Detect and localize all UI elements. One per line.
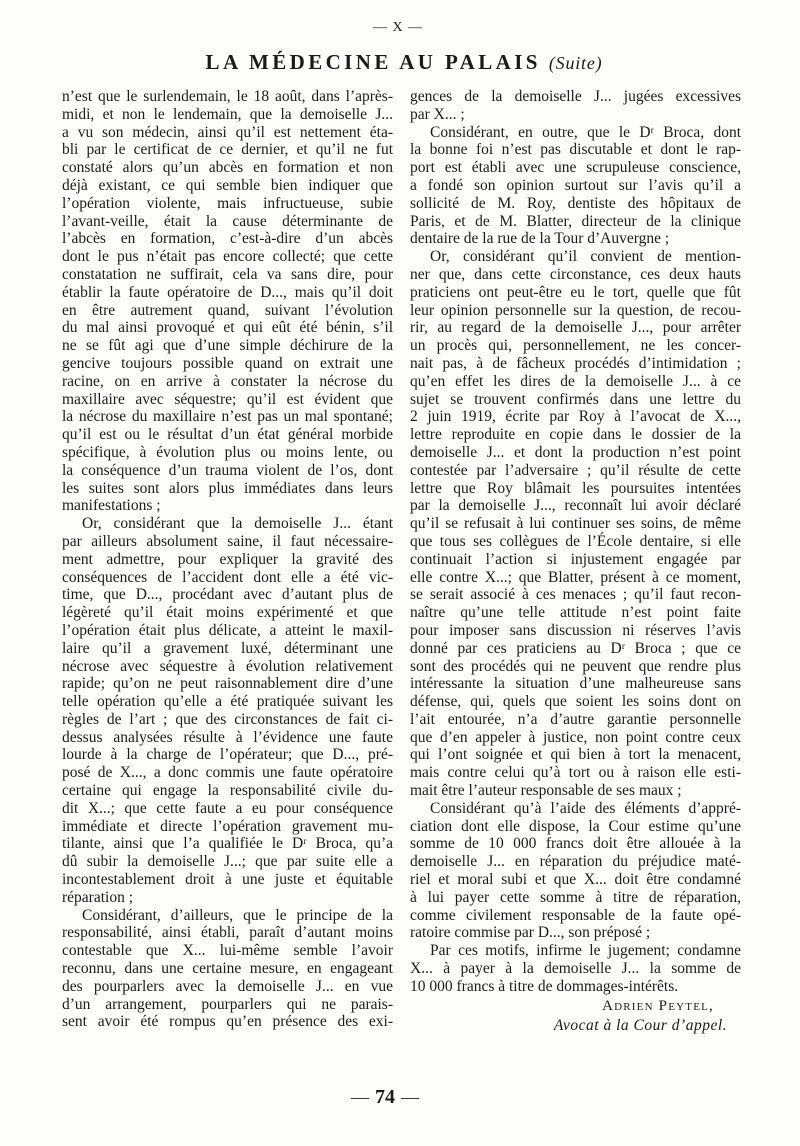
text-line: tilante, ainsi que l’a qualifiée le Dʳ Broca, qu’a (62, 835, 393, 853)
left-column-text (62, 88, 393, 1031)
text-line: posé de X..., a donc commis une faute opératoire (62, 764, 393, 782)
text-line: ner que, dans cette circonstance, ces deux hauts (410, 265, 741, 283)
text-line: sujet se trouvent confirmés dans une lettre du (410, 390, 741, 408)
text-line: naître qu’une telle attitude n’est point faite (410, 604, 741, 622)
text-line: Paris, et de M. Blatter, directeur de la clinique (410, 212, 741, 230)
text-line: ne se fût agi que d’une simple déchirure de la (62, 337, 393, 355)
text-line: dessus analysées résulte à l’évidence une faute (62, 728, 393, 746)
text-line: sont des procédés qui ne peuvent que rendre plus (410, 657, 741, 675)
text-line: certaine qui engage la responsabilité civile du- (62, 782, 393, 800)
text-line: nécrose avec séquestre à évolution relativement (62, 657, 393, 675)
text-line: demoiselle J... en réparation du préjudice maté- (410, 853, 741, 871)
text-line: qu’en effet les dires de la demoiselle J... à ce (410, 372, 741, 390)
text-line: spécifique, à évolution plus ou moins lente, ou (62, 443, 393, 461)
text-line: demoiselle J... et dont la production n’est point (410, 443, 741, 461)
text-line: la nécrose du maxillaire n’est pas un mal spontané; (62, 408, 393, 426)
paragraph (410, 124, 741, 249)
text-line: maxillaire avec séquestre; qu’il est évident que (62, 390, 393, 408)
text-line: ratoire commise par D..., son préposé ; (410, 924, 651, 942)
signature (410, 996, 741, 1036)
text-line: mais contre celui qu’à tort ou à raison elle esti- (410, 764, 741, 782)
text-line: du mal ainsi provoqué et qui eût été bénin, s’il (62, 319, 393, 337)
page-number-dash-right: — (401, 1087, 419, 1107)
text-line: ment admettre, pour expliquer la gravité des (62, 550, 393, 568)
text-line: les suites sont alors plus immédiates dans leurs (62, 479, 393, 497)
text-line: continuait l’action si injustement engagée par (410, 550, 741, 568)
text-line: déjà existant, ce qui semble bien indiquer que (62, 176, 393, 194)
right-column (410, 88, 741, 1036)
text-line: qu’il se refusait à lui continuer ses soins, de même (410, 515, 741, 533)
left-column (62, 88, 393, 1031)
text-line: racine, on en arrive à constater la nécrose du (62, 372, 393, 390)
text-line: incontestablement droit à une juste et équitable (62, 871, 393, 889)
text-line: immédiate et directe l’opération gravement mu- (62, 817, 393, 835)
text-line: reconnu, dans une certaine mesure, en engageant (62, 960, 393, 978)
text-line: X... à payer à la demoiselle J... la somme de (410, 960, 741, 978)
text-line: gencive toujours possible quand on extrait une (62, 354, 393, 372)
text-line: légèreté qu’il était moins expérimenté et que (62, 604, 393, 622)
text-line: intéressante la situation d’une malheureuse sans (410, 675, 741, 693)
right-column-text (410, 88, 741, 996)
signature-name: Adrien Peytel, (602, 997, 714, 1014)
page-number (0, 1086, 770, 1110)
text-line: réparation ; (62, 888, 134, 906)
page-number-value: 74 (375, 1086, 395, 1108)
text-line: un procès qui, personnellement, ne les concer- (410, 337, 741, 355)
text-line: dit X...; que cette faute a eu pour conséquence (62, 799, 393, 817)
text-line: Or, considérant qu’il convient de mention- (430, 248, 741, 266)
text-line: établir la faute opératoire de D..., mais qu’il doit (62, 283, 393, 301)
paragraph (410, 248, 741, 800)
text-line: à lui payer cette somme à titre de réparation, (410, 888, 741, 906)
text-line: port est établi avec une scrupuleuse conscience, (410, 159, 741, 177)
text-line: par ailleurs absolument saine, il faut nécessaire- (62, 532, 393, 550)
text-line: des pourparlers avec la demoiselle J... en vue (62, 977, 393, 995)
text-line: 10 000 francs à titre de dommages-intérêts. (410, 977, 679, 995)
article-title-main: LA MÉDECINE AU PALAIS (205, 50, 541, 74)
text-line: se serait associé à ces menaces ; qu’il faut recon- (410, 586, 741, 604)
text-line: dont le pus n’était pas encore collecté; que cette (62, 248, 393, 266)
text-line: contestable que X... lui-même semble l’avoir (62, 942, 393, 960)
text-line: dentaire de la rue de la Tour d’Auvergne ; (410, 230, 670, 248)
paragraph (62, 515, 393, 907)
text-line: conséquences de l’accident dont elle a été vic- (62, 568, 393, 586)
text-line: l’ait entourée, n’a d’autre garantie personnelle (410, 710, 741, 728)
text-line: rir, au regard de la demoiselle J..., pour arrêter (410, 319, 741, 337)
text-line: Or, considérant que la demoiselle J... étant (82, 515, 393, 533)
text-line: lourde à la charge de l’opérateur; que D..., pré- (62, 746, 393, 764)
text-line: a fondé son opinion surtout sur l’avis qu’il a (410, 176, 741, 194)
text-line: qui l’ont soignée et qui bien à tort la menacent, (410, 746, 741, 764)
text-line: a vu son médecin, ainsi qu’il est nettement éta- (62, 123, 393, 141)
text-line: gences de la demoiselle J... jugées excessives (410, 88, 741, 105)
text-line: donné par ces praticiens au Dʳ Broca ; que ce (410, 639, 741, 657)
text-line: elle contre X...; que Blatter, présent à ce moment, (410, 568, 741, 586)
page-number-dash-left: — (351, 1087, 369, 1107)
text-line: praticiens ont peut-être eu le tort, quelle que fût (410, 283, 741, 301)
text-line: l’opération violente, mais infructueuse, subie (62, 194, 393, 212)
text-line: pour imposer sans discussion ni réserves l’avis (410, 621, 741, 639)
paragraph (62, 88, 393, 515)
text-line: comme civilement responsable de la faute opé- (410, 906, 741, 924)
text-line: Par ces motifs, infirme le jugement; condamne (430, 942, 741, 960)
text-line: leur opinion personnelle sur la question, de recou- (410, 301, 741, 319)
text-line: n’est que le surlendemain, le 18 août, dans l’après- (62, 88, 393, 105)
text-line: dû subir la demoiselle J...; que par suite elle a (62, 853, 393, 871)
text-line: lettre que Roy blâmait les poursuites intentées (410, 479, 741, 497)
text-line: sent avoir été rompus qu’en présence des exi- (62, 1013, 393, 1031)
text-line: la conséquence d’un trauma violent de l’os, dont (62, 461, 393, 479)
text-line: que tous ses collègues de l’École dentaire, si elle (410, 532, 741, 550)
section-marker: — X — (372, 20, 424, 35)
text-line: contestée par l’adversaire ; qu’il résulte de cette (410, 461, 741, 479)
text-line: nait pas, à de fâcheux procédés d’intimidation ; (410, 354, 741, 372)
text-line: la bonne foi n’est pas discutable et dont le rap- (410, 141, 741, 159)
text-line: Considérant qu’à l’aide des éléments d’appré- (430, 799, 741, 817)
text-line: riel et moral subi et que X... doit être condamné (410, 871, 741, 889)
text-line: midi, et non le lendemain, que la demoiselle J... (62, 105, 393, 123)
text-line: 2 juin 1919, écrite par Roy à l’avocat de X..., (410, 408, 741, 426)
text-line: qu’il est ou le résultat d’un état général morbide (62, 426, 393, 444)
text-line: time, que D..., procédant avec d’autant plus de (62, 586, 393, 604)
text-line: ciation dont elle dispose, la Cour estime qu’une (410, 817, 741, 835)
text-line: mait être l’auteur responsable de ses maux ; (410, 782, 682, 800)
text-line: l’opération était plus délicate, a atteint le maxil- (62, 621, 393, 639)
text-line: sollicité de M. Roy, dentiste des hôpitaux de (410, 194, 741, 212)
signature-title: Avocat à la Cour d’appel. (553, 1016, 727, 1034)
text-line: manifestations ; (62, 497, 161, 515)
text-line: d’un arrangement, pourparlers qui ne parais- (62, 995, 393, 1013)
text-line: constaté alors qu’un abcès en formation et non (62, 159, 393, 177)
text-line: telle opération qu’elle a été pratiquée suivant les (62, 693, 393, 711)
text-line: laire qu’il a gravement luxé, déterminant une (62, 639, 393, 657)
text-line: somme de 10 000 francs doit être allouée à la (410, 835, 741, 853)
paragraph (410, 942, 741, 995)
paragraph (62, 907, 393, 1032)
text-line: rapide; qu’on ne peut raisonnablement dire d’une (62, 675, 393, 693)
text-line: lettre reproduite en copie dans le dossier de la (410, 426, 741, 444)
text-line: l’abcès en formation, c’est-à-dire d’un abcès (62, 230, 393, 248)
text-line: en être autrement quand, suivant l’évolution (62, 301, 393, 319)
text-line: Considérant, en outre, que le Dʳ Broca, dont (430, 123, 741, 141)
paragraph (410, 800, 741, 942)
article-title (0, 48, 800, 79)
text-line: par X... ; (410, 105, 465, 123)
paragraph (410, 88, 741, 124)
text-line: que d’en appeler à justice, non point contre ceux (410, 728, 741, 746)
text-line: bli par le certificat de ce dernier, et qu’il ne fut (62, 141, 393, 159)
article-title-suffix: (Suite) (548, 53, 603, 73)
text-line: responsabilité, ainsi établi, paraît d’autant moins (62, 924, 393, 942)
text-line: l’avant-veille, était la cause déterminante de (62, 212, 393, 230)
text-line: défense, qui, quels que soient les soins dont on (410, 693, 741, 711)
text-line: par la demoiselle J..., reconnaît lui avoir déclaré (410, 497, 741, 515)
text-line: règles de l’art ; que des circonstances de fait ci- (62, 710, 393, 728)
text-line: Considérant, d’ailleurs, que le principe de la (82, 906, 393, 924)
text-line: constatation ne suffirait, cela va sans dire, pour (62, 265, 393, 283)
